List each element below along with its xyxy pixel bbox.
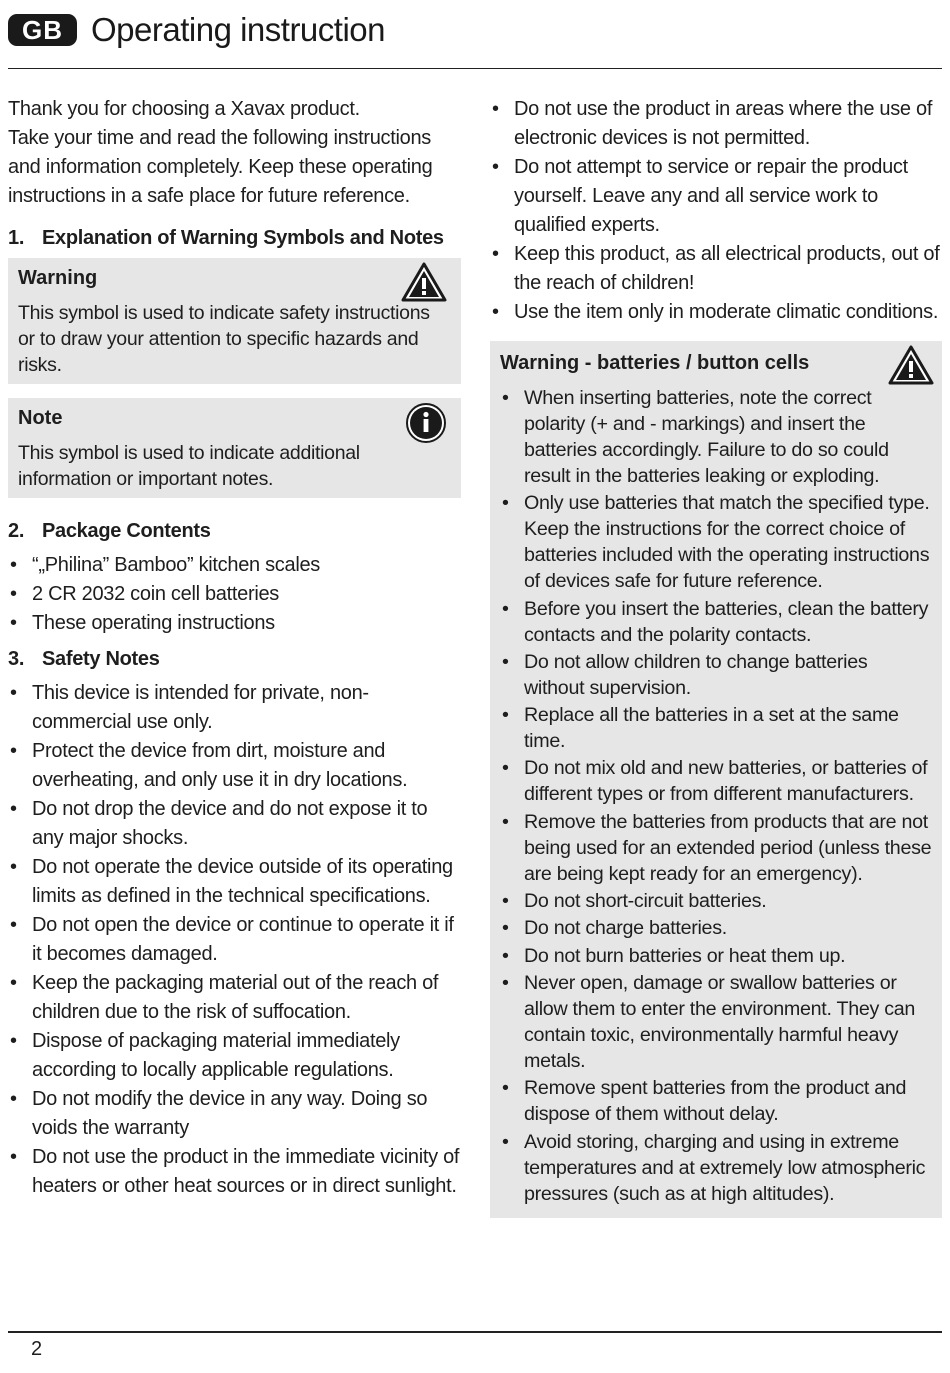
list-item: • Do not attempt to service or repair the product yourself. Leave any and all service work to qualified experts. (490, 153, 942, 240)
footer-divider (8, 1331, 942, 1333)
language-badge: GB (8, 14, 77, 46)
list-item: • Never open, damage or swallow batteries or allow them to enter the environment. They can contain toxic, environmentally harmful heavy metals. (500, 970, 932, 1074)
list-item: • Protect the device from dirt, moisture and overheating, and only use it in dry locations. (8, 737, 461, 795)
warning-symbol-box (8, 258, 461, 384)
list-item: • Do not allow children to change batteries without supervision. (500, 649, 932, 701)
battery-warnings-list (500, 385, 932, 1207)
list-item: • Before you insert the batteries, clean the battery contacts and the polarity contacts. (500, 596, 932, 648)
section-heading-3 (8, 648, 461, 671)
list-item: • Do not modify the device in any way. Doing so voids the warranty (8, 1085, 461, 1143)
list-item: • When inserting batteries, note the correct polarity (+ and - markings) and insert the batteries accordingly. Failure to do so could result in the batteries leaking or exploding. (500, 385, 932, 489)
note-box-title: Note (18, 407, 63, 429)
list-item: • Use the item only in moderate climatic conditions. (490, 298, 942, 327)
info-icon (405, 402, 447, 449)
right-column (490, 95, 942, 1218)
section-number: 1. (8, 227, 25, 249)
warning-box-title: Warning (18, 267, 98, 289)
intro-text (8, 95, 461, 211)
note-box-text: This symbol is used to indicate additional information or important notes. (18, 442, 360, 490)
list-item: • Keep the packaging material out of the reach of children due to the risk of suffocation. (8, 969, 461, 1027)
list-item: • Avoid storing, charging and using in extreme temperatures and at extremely low atmospheric pressures (such as at high altitudes). (500, 1129, 932, 1207)
warning-triangle-icon (888, 345, 934, 390)
warning-triangle-icon (401, 262, 447, 307)
list-item: • Remove spent batteries from the product and dispose of them without delay. (500, 1075, 932, 1127)
intro-line-2: Take your time and read the following instructions and information completely. Keep these operating instructions in a safe place for future reference. (8, 127, 433, 207)
left-column (8, 95, 461, 1201)
list-item: • Do not charge batteries. (500, 915, 932, 941)
battery-box-title: Warning - batteries / button cells (500, 352, 810, 374)
page-title: Operating instruction (91, 11, 385, 48)
section-number: 3. (8, 648, 25, 670)
list-item: • 2 CR 2032 coin cell batteries (8, 580, 461, 609)
section-title: Explanation of Warning Symbols and Notes (42, 227, 444, 249)
list-item: • Do not mix old and new batteries, or batteries of different types or from different manufacturers. (500, 755, 932, 807)
list-item: • Replace all the batteries in a set at the same time. (500, 702, 932, 754)
safety-notes-continued-list (490, 95, 942, 327)
list-item: • “„Philina” Bamboo” kitchen scales (8, 551, 461, 580)
list-item: • Dispose of packaging material immediately according to locally applicable regulations. (8, 1027, 461, 1085)
safety-notes-list (8, 679, 461, 1201)
list-item: • Do not burn batteries or heat them up. (500, 943, 932, 969)
list-item: • Do not use the product in the immediate vicinity of heaters or other heat sources or in direct sunlight. (8, 1143, 461, 1201)
package-contents-list (8, 551, 461, 638)
list-item: • Only use batteries that match the specified type. Keep the instructions for the correct choice of batteries included with the operating instructions of devices safe for future reference. (500, 490, 932, 594)
section-title: Package Contents (42, 520, 211, 542)
page-number: 2 (31, 1338, 43, 1360)
warning-box-text: This symbol is used to indicate safety instructions or to draw your attention to specific hazards and risks. (18, 302, 430, 376)
list-item: • Keep this product, as all electrical products, out of the reach of children! (490, 240, 942, 298)
header-divider (8, 68, 942, 69)
list-item: • These operating instructions (8, 609, 461, 638)
list-item: • Do not operate the device outside of its operating limits as defined in the technical specifications. (8, 853, 461, 911)
list-item: • Do not drop the device and do not expose it to any major shocks. (8, 795, 461, 853)
section-title: Safety Notes (42, 648, 160, 670)
list-item: • Do not open the device or continue to operate it if it becomes damaged. (8, 911, 461, 969)
intro-line-1: Thank you for choosing a Xavax product. (8, 98, 360, 120)
section-heading-1 (8, 227, 461, 250)
section-number: 2. (8, 520, 25, 542)
battery-warning-box (490, 341, 942, 1218)
page-header (8, 8, 385, 52)
note-symbol-box (8, 398, 461, 498)
list-item: • Do not use the product in areas where the use of electronic devices is not permitted. (490, 95, 942, 153)
list-item: • Do not short-circuit batteries. (500, 888, 932, 914)
section-heading-2 (8, 520, 461, 543)
list-item: • Remove the batteries from products that are not being used for an extended period (unless these are being kept ready for an emergency). (500, 809, 932, 887)
list-item: • This device is intended for private, non-commercial use only. (8, 679, 461, 737)
